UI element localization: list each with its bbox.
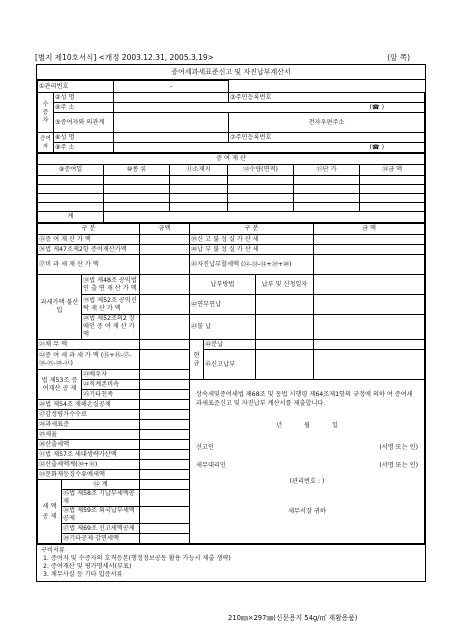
addressee: 세무서장 귀하 [288,508,326,515]
declaration-box [190,380,425,544]
pay-method-head: 납부방법 [190,275,256,295]
relation-label: ⑤증여자와 의관계 [54,113,114,133]
donor-addr-label: ⑧주 소 [54,143,114,153]
recipient-reg-label: ③주민등록번호 [229,93,425,103]
line-21: ㉑채 무 액 [38,340,140,350]
tax-calc-table [37,223,425,544]
col-location: ⑪소재지 [170,165,228,176]
line-22: ㉒증 여 세 과 세 가 액 (⑮+⑯-⑰-⑱-⑲-⑳-㉑) [38,350,140,370]
exclusion-group: 과세가액 불산입 [38,275,82,340]
credit-group: 세 액 공 제 [38,480,62,544]
agent-label: 세무대리인 [196,462,226,469]
line-42: ㊷연부연납 [190,295,256,315]
line-33: ㉝문화재등징수유예세액 [38,470,140,480]
head-category-2: 구 분 [190,224,314,235]
line-40: ㊵납 부 불 성 실 가 산 세 [190,245,314,255]
declaration-date: 년 월 일 [276,422,338,429]
line-29: ㉙세율 [38,430,140,440]
donor-name-label: ⑥성 명 [54,133,114,143]
head-category: 구 분 [38,224,140,235]
attachments-title: 구비서류 [41,547,65,554]
head-amount: 금액 [140,224,190,235]
property-table [37,153,425,223]
line-41: ㊶자진납부할세액 (㉜-㉝-㉞+㊴+㊵) [190,255,314,275]
property-total-label: 계 [38,212,104,223]
property-row [38,185,425,194]
recipient-addr-label: ④주 소 [54,103,114,113]
line-25: ㉕기타친족 [82,390,140,400]
line-17: ⑰비 과 세 재 산 가 액 [38,255,140,275]
line-23: ㉓배우자 [82,370,140,380]
line-36: ㊱법 제59조 외국납부세액공제 [62,507,140,524]
donor-group: 증여자 [38,133,54,153]
line-16: ⑯법 제47조제2항 증여재산가액 [38,245,140,255]
recipient-group: 수 증 자 [38,93,54,133]
agent-sign[interactable]: (서명 또는 인) [379,462,418,469]
form-number: [별지 제10호서식] <개정 2003.12.31, 2005.3.19> [35,53,214,62]
property-row [38,203,425,212]
line-19: ⑲법 제52조 공익신탁 재 산 가 액 [82,295,140,315]
deduction-group: 법 제53조 증여재산 공 제 [38,370,82,400]
col-price: ⑬단 가 [294,165,360,176]
line-43: ㊸물 납 [190,315,256,340]
line-24: ㉔직계존비속 [82,380,140,390]
line-45: ㊺신고납부 [204,350,256,380]
attachment-item: 1. 증여자 및 수증자의 호적등본(행정정보공동 활용 가능시 제출 생략) [43,555,231,562]
attachments [37,544,425,581]
line-30: ㉚산출세액 [38,440,140,450]
reporter-sign[interactable]: (서명 또는 인) [379,444,418,451]
line-44: ㊹분납 [204,340,256,350]
party-table [37,80,425,153]
email-label: 전자우편주소 [229,113,425,133]
attachment-item: 2. 증여재산 및 평가명세서(부표) [43,563,132,570]
recipient-name-label: ②성 명 [54,93,114,103]
property-title: 증 여 재 산 [38,154,425,165]
pay-date-head: 납부 및 신청일자 [256,275,314,295]
form-header [35,52,410,62]
line-20: ⑳법 제52조의2 장애인 증 여 재 산 가 액 [82,315,140,340]
recipient-name-field[interactable] [114,93,229,103]
line-37: ㊲법 제69조 신고세액공제 [62,524,140,534]
line-31: ㉛법 제57조 세대생략가산액 [38,450,140,460]
line-18: ⑱법 제48조 공익법인 출 연 재 산 가 액 [82,275,140,295]
recipient-phone[interactable]: (☎ ) [114,103,425,113]
page-side: (앞 쪽) [387,53,410,62]
line-34: ㉞ 계 [62,480,140,490]
line-27: ㉗감정평가수수료 [38,410,140,420]
mgmt-value[interactable]: - [114,81,229,93]
property-row [38,194,425,203]
reporter-label: 신고인 [196,444,214,451]
relation-field[interactable] [114,113,229,133]
line-39: ㊴신 고 불 성 실 가 산 세 [190,235,314,245]
line-28: ㉘과세표준 [38,420,140,430]
property-row [38,176,425,185]
donor-reg-label: ⑦주민등록번호 [229,133,425,143]
col-date: ⑨증여일 [38,165,104,176]
line-38: ㊳기타공제·감면세액 [62,534,140,544]
line-15: ⑮증 여 재 산 가 액 [38,235,140,245]
property-total-field[interactable] [104,212,425,223]
col-quantity: ⑫수량(면적) [228,165,294,176]
col-type: ⑩종 류 [104,165,170,176]
line-32: ㉜산출세액계(㉚+㉛) [38,460,140,470]
donor-phone[interactable]: (☎ ) [114,143,425,153]
line-35: ㉟법 제58조 기납부세액공제 [62,490,140,507]
line-26: ㉖법 제54조 재해손실공제 [38,400,140,410]
declaration-text: 상속세및증여세법 제68조 및 동법 시행령 제64조제1항의 규정에 의하 여 증여세과세표준신고 및 자진납부 계산서를 제출합니다. [196,391,413,407]
donor-name-field[interactable] [114,133,229,143]
mgmt-label: ①관리번호 [38,81,114,93]
head-amount-2: 금 액 [314,224,425,235]
tax-form [36,64,426,582]
paper-spec: 210㎜×297㎜(신문용지 54g/㎡ 재활용품) [228,614,358,622]
agent-mgmt[interactable]: (관리번호 : ) [289,478,325,485]
attachment-item: 3. 채무사실 등 기타 입증서류 [43,571,123,578]
cash-group: 현금 [190,340,204,380]
form-title: 증여세과세표준신고 및 자진납부계산서 [37,65,425,80]
col-amount: ⑭금 액 [360,165,425,176]
